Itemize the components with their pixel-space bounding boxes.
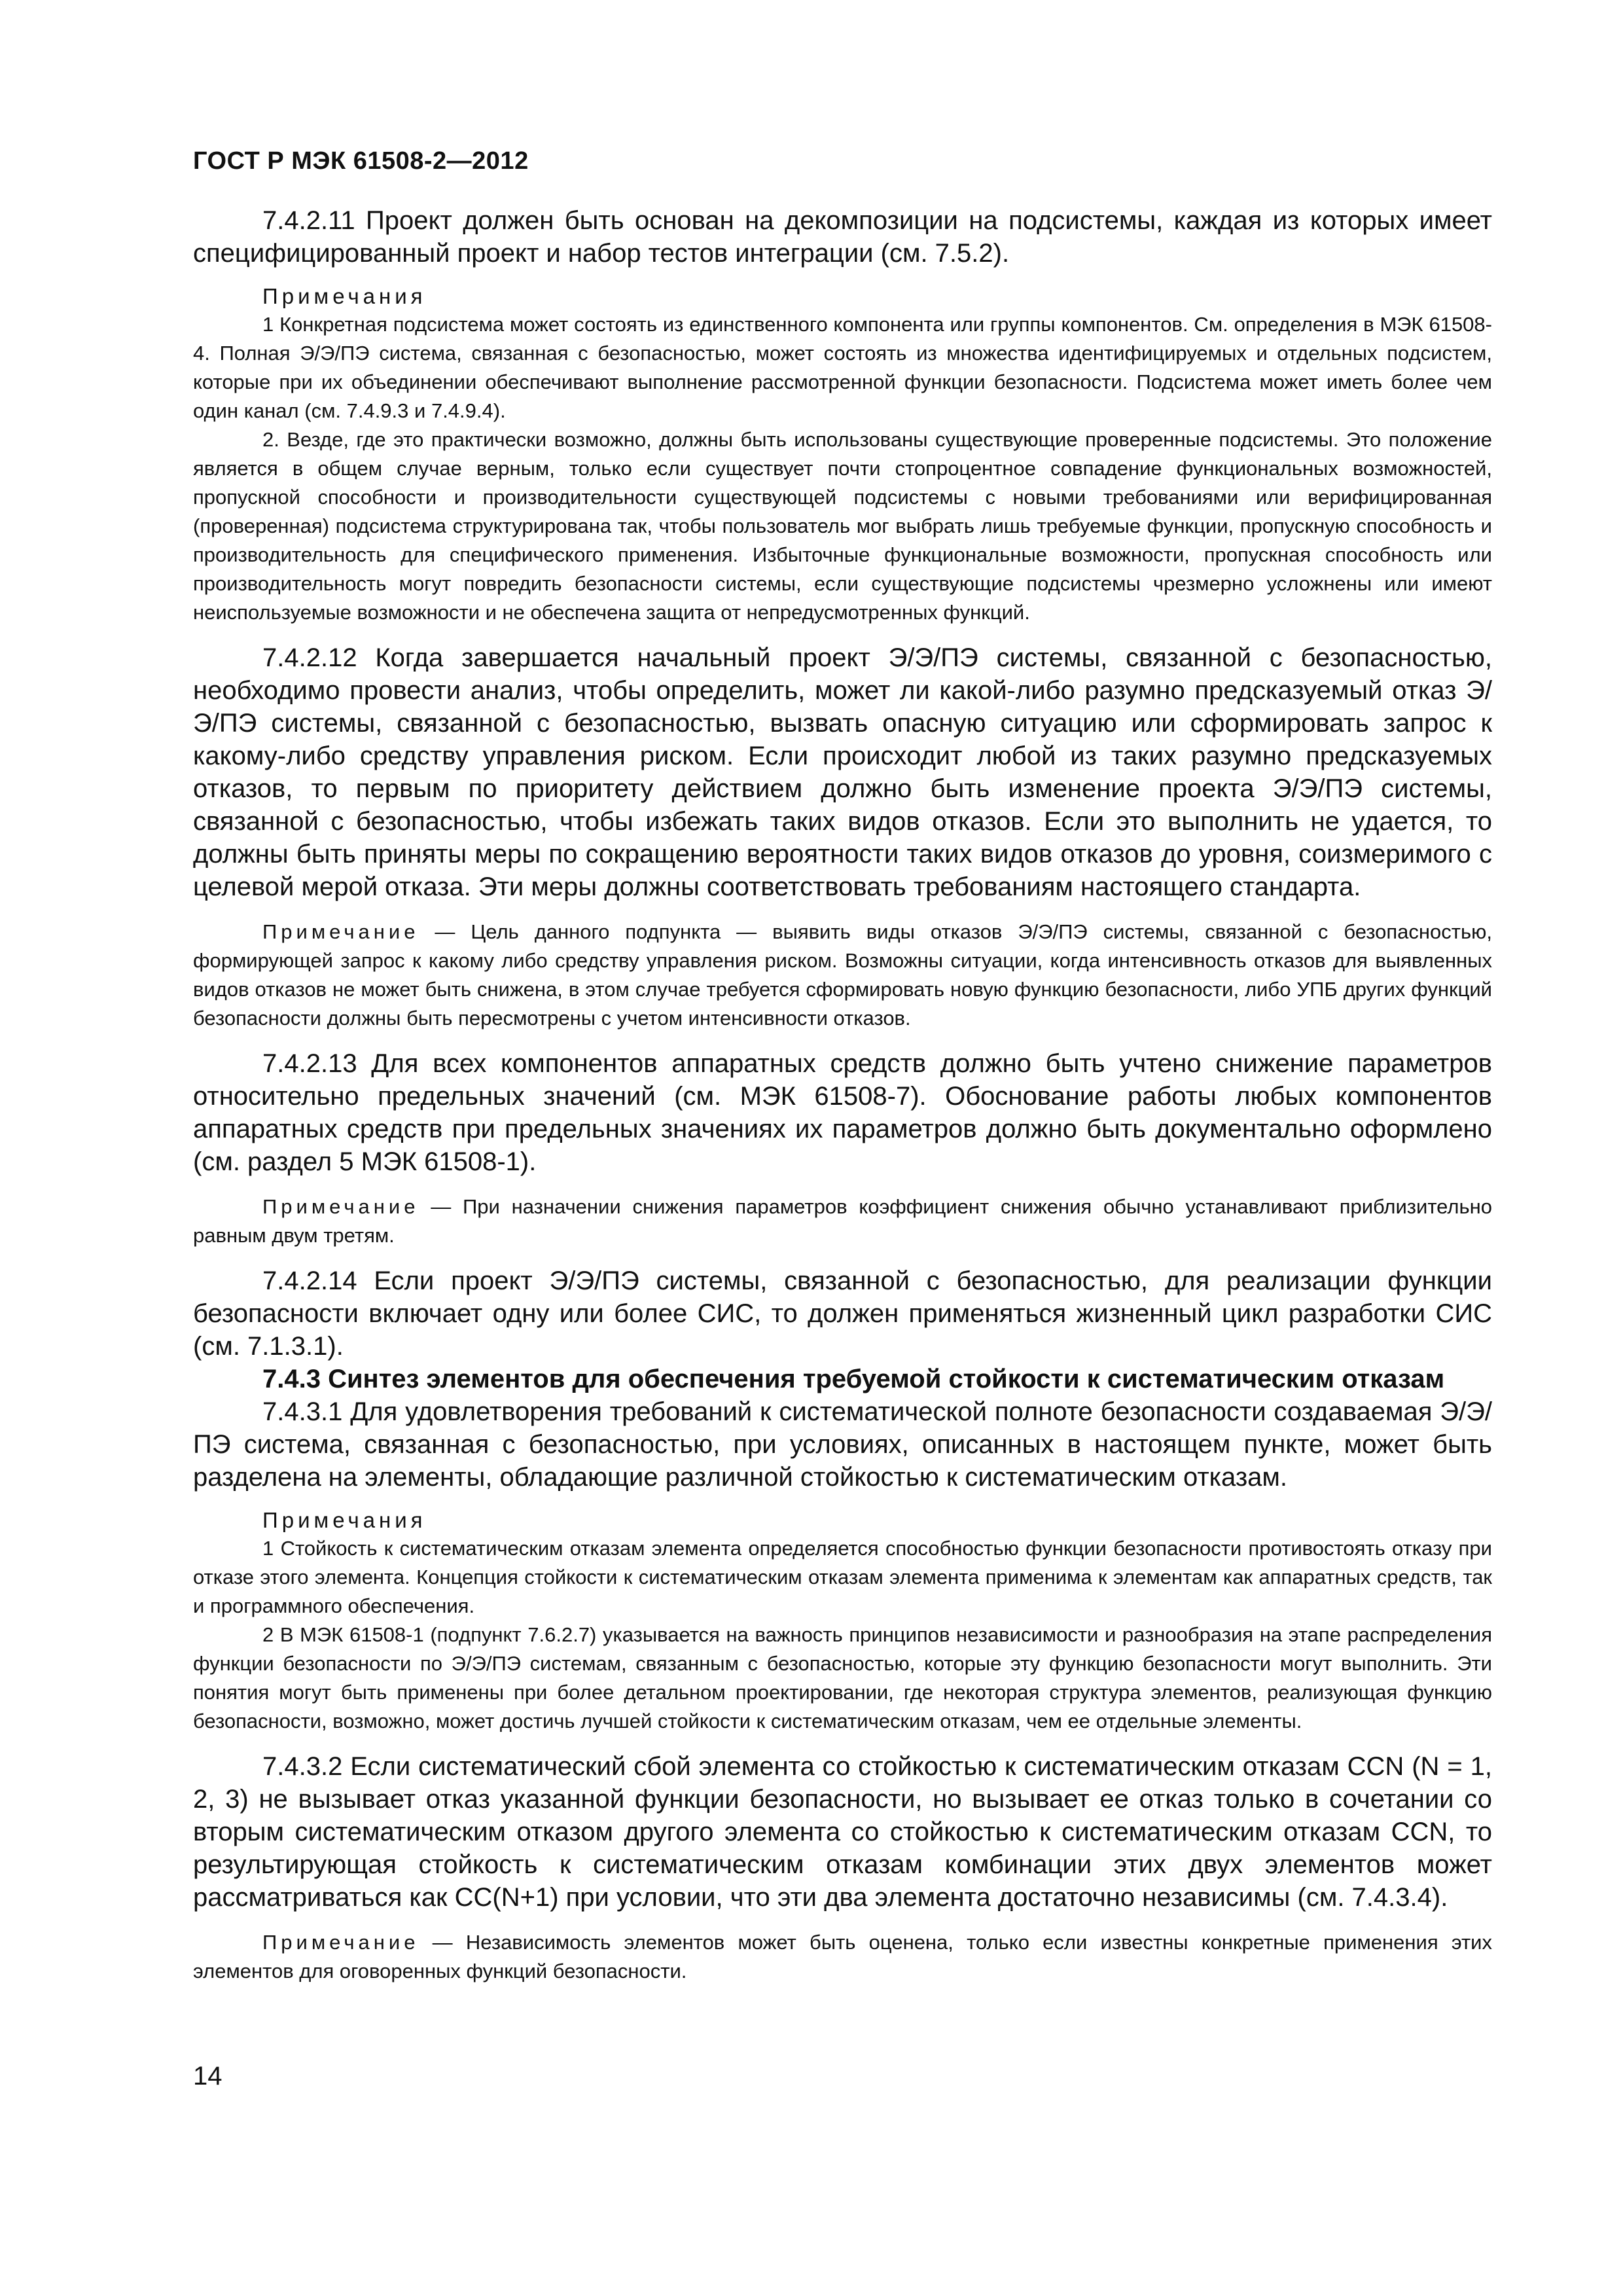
paragraph-7-4-3-2: 7.4.3.2 Если систематический сбой элемента со стойкостью к систематическим отказам ССN (N = 1, 2, 3) не вызывает отказ указанной функции безопасности, но вызывает ее отказ только в сочетании со вторым систематическим отказом другого элемента со стойкостью к систематическим отказам ССN, то результирующая стойкость к систематическим отказам комбинации этих двух элементов может рассматриваться как СС(N+1) при условии, что эти два элемента достаточно независимы (см. 7.4.3.4). xyxy=(193,1752,1492,1912)
paragraph-7-4-2-12: 7.4.2.12 Когда завершается начальный проект Э/Э/ПЭ системы, связанной с безопасностью, необходимо провести анализ, чтобы определить, может ли какой-либо разумно предсказуемый отказ Э/Э/ПЭ системы, связанной с безопасностью, вызвать опасную ситуацию или сформировать запрос к какому-либо средству управления риском. Если происходит любой из таких разумно предсказуемых отказов, то первым по приоритету действием должно быть изменение проекта Э/Э/ПЭ системы, связанной с безопасностью, чтобы избежать таких видов отказов. Если это выполнить не удается, то должны быть приняты меры по сокращению вероятности таких видов отказов до уровня, соизмеримого с целевой мерой отказа. Эти меры должны соответствовать требованиям настоящего стандарта. xyxy=(193,643,1492,901)
note-1: 1 Конкретная подсистема может состоять из единственного компонента или группы компонентов. См. определения в МЭК 61508-4. Полная Э/Э/ПЭ система, связанная с безопасностью, может состоять из множества идентифицируемых и отдельных подсистем, которые при их объединении обеспечивают выполнение рассмотренной функции безопасности. Подсистема может иметь более чем один канал (см. 7.4.9.3 и 7.4.9.4). xyxy=(193,313,1492,422)
note-text: — Цель данного подпункта — выявить виды отказов Э/Э/ПЭ системы, связанной с безопасностью, формирующей запрос к какому либо средству управления риском. Возможны ситуации, когда интенсивность отказов для выявленных видов отказов не может быть снижена, в этом случае требуется сформировать новую функцию безопасности, либо УПБ других функций безопасности должны быть пересмотрены с учетом интенсивности отказов. xyxy=(193,920,1492,1030)
page-number: 14 xyxy=(193,2062,223,2090)
document-body xyxy=(193,204,1492,1986)
note-2: 2 В МЭК 61508-1 (подпункт 7.6.2.7) указывается на важность принципов независимости и разнообразия на этапе распределения функции безопасности по Э/Э/ПЭ системам, связанным с безопасностью, которые эту функцию безопасности могут выполнить. Эти понятия могут быть применены при более детальном проектировании, где некоторая структура элементов, реализующая функцию безопасности, возможно, может достичь лучшей стойкости к систематическим отказам, чем ее отдельные элементы. xyxy=(193,1623,1492,1732)
paragraph-7-4-2-11: 7.4.2.11 Проект должен быть основан на декомпозиции на подсистемы, каждая из которых имеет специфицированный проект и набор тестов интеграции (см. 7.5.2). xyxy=(193,206,1492,268)
note-1: 1 Стойкость к систематическим отказам элемента определяется способностью функции безопасности противостоять отказу при отказе этого элемента. Концепция стойкости к систематическим отказам элемента применима к элементам как аппаратных средств, так и программного обеспечения. xyxy=(193,1537,1492,1617)
note-text: — Независимость элементов может быть оценена, только если известны конкретные применения этих элементов для оговоренных функций безопасности. xyxy=(193,1931,1492,1982)
note-text: — При назначении снижения параметров коэффициент снижения обычно устанавливают приблизительно равным двум третям. xyxy=(193,1195,1492,1247)
note-2: 2. Везде, где это практически возможно, должны быть использованы существующие проверенные подсистемы. Это положение является в общем случае верным, только если существует почти стопроцентное совпадение функциональных возможностей, пропускной способности и производительности существующей подсистемы с новыми требованиями или верифицированная (проверенная) подсистема структурирована так, чтобы пользователь мог выбрать лишь требуемые функции, пропускную способность и производительность для специфического применения. Избыточные функциональные возможности, пропускная способность или производительность могут повредить безопасности системы, если существующие подсистемы чрезмерно усложнены или имеют неиспользуемые возможности и не обеспечена защита от непредусмотренных функций. xyxy=(193,428,1492,624)
section-heading-7-4-3: 7.4.3 Синтез элементов для обеспечения требуемой стойкости к систематическим отказам xyxy=(262,1365,1445,1393)
note-7-4-2-12 xyxy=(193,918,1492,1033)
paragraph-7-4-3-1: 7.4.3.1 Для удовлетворения требований к систематической полноте безопасности создаваемая Э/Э/ПЭ система, связанная с безопасностью, при условиях, описанных в настоящем пункте, может быть разделена на элементы, обладающие различной стойкостью к систематическим отказам. xyxy=(193,1397,1492,1492)
note-label: Примечание xyxy=(262,1195,419,1218)
note-label: Примечание xyxy=(262,920,419,943)
note-7-4-3-2 xyxy=(193,1928,1492,1986)
document-header: ГОСТ Р МЭК 61508-2—2012 xyxy=(193,147,529,175)
note-7-4-2-13 xyxy=(193,1193,1492,1250)
notes-title: Примечания xyxy=(262,284,427,308)
paragraph-7-4-2-14: 7.4.2.14 Если проект Э/Э/ПЭ системы, связанной с безопасностью, для реализации функции безопасности включает одну или более СИС, то должен применяться жизненный цикл разработки СИС (см. 7.1.3.1). xyxy=(193,1266,1492,1361)
notes-title: Примечания xyxy=(262,1508,427,1532)
paragraph-7-4-2-13: 7.4.2.13 Для всех компонентов аппаратных средств должно быть учтено снижение параметров относительно предельных значений (см. МЭК 61508-7). Обоснование работы любых компонентов аппаратных средств при предельных значениях их параметров должно быть документально оформлено (см. раздел 5 МЭК 61508-1). xyxy=(193,1049,1492,1176)
note-label: Примечание xyxy=(262,1931,419,1954)
